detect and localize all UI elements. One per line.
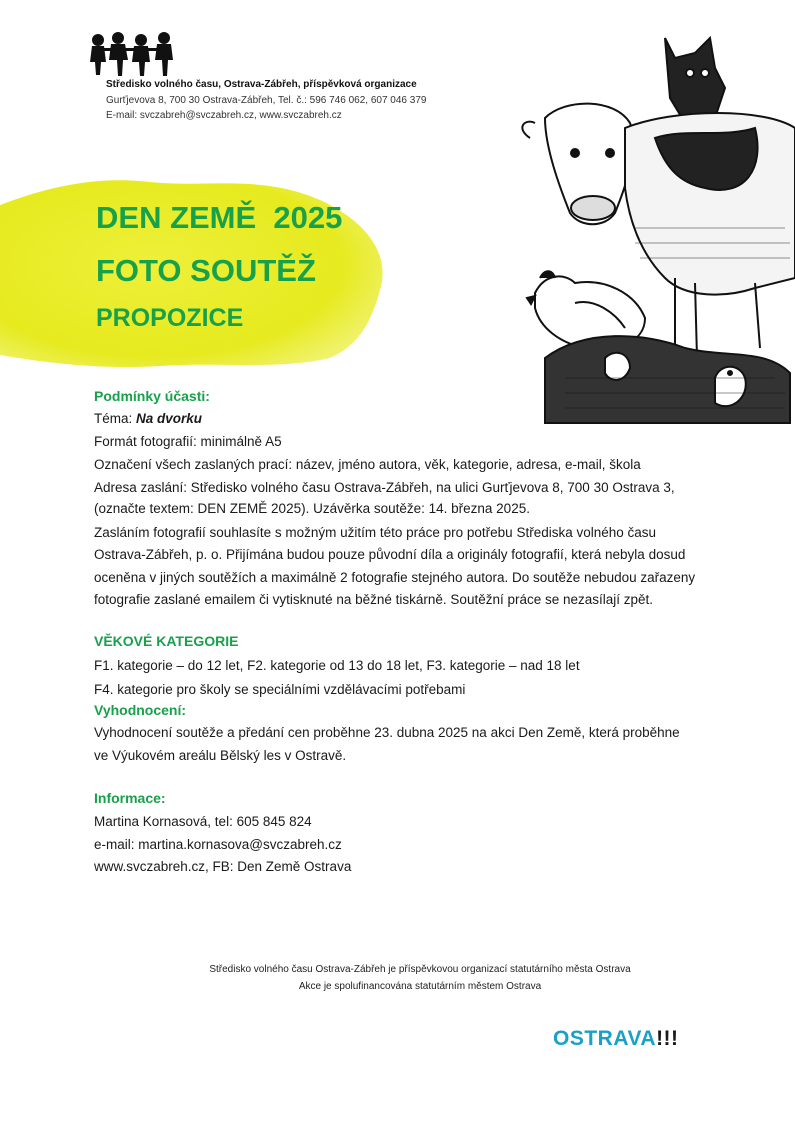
organization-address: Gurťjevova 8, 700 30 Ostrava-Zábřeh, Tel. č.: 596 746 062, 607 046 379: [106, 95, 427, 106]
section-heading-categories: VĚKOVÉ KATEGORIE: [94, 633, 239, 649]
ostrava-logo-exclamations: !!!: [656, 1027, 679, 1050]
title-den-zeme: DEN ZEMĚ 2025: [96, 200, 343, 235]
terms-paragraph-line2: Ostrava-Zábřeh, p. o. Přijímána budou pouze původní díla a originály fotografií, která nebyla dosud: [94, 547, 686, 562]
evaluation-line1: Vyhodnocení soutěže a předání cen proběhne 23. dubna 2025 na akci Den Země, která proběhne: [94, 725, 680, 740]
theme-line: [94, 408, 202, 429]
categories-line2: F4. kategorie pro školy se speciálními vzdělávacími potřebami: [94, 682, 466, 697]
children-holding-hands-icon: [86, 30, 186, 80]
footer-line1: Středisko volného času Ostrava-Zábřeh je příspěvkovou organizací statutárního města Ostrava: [209, 964, 631, 975]
farm-animals-illustration: [505, 28, 795, 428]
terms-paragraph-line3: oceněna v jiných soutěžích a maximálně 2 fotografie stejného autora. Do soutěže nebudou zařazeny: [94, 570, 696, 585]
contact-web: www.svczabreh.cz, FB: Den Země Ostrava: [94, 859, 352, 874]
theme-label: Téma:: [94, 411, 137, 426]
section-heading-info: Informace:: [94, 790, 166, 806]
organization-name: Středisko volného času, Ostrava-Zábřeh, příspěvková organizace: [106, 79, 417, 90]
photo-format: Formát fotografií: minimálně A5: [94, 434, 282, 449]
ostrava-logo: [553, 1027, 679, 1051]
terms-paragraph-line4: fotografie zaslané emailem či vytisknuté na běžné tiskárně. Soutěžní práce se nezasílají zpět.: [94, 592, 654, 607]
terms-paragraph-line1: Zasláním fotografií souhlasíte s možným užitím této práce pro potřebu Střediska volného času: [94, 525, 657, 540]
title-propozice: PROPOZICE: [96, 304, 244, 332]
evaluation-line2: ve Výukovém areálu Bělský les v Ostravě.: [94, 748, 347, 763]
organization-contact: E-mail: svczabreh@svczabreh.cz, www.svczabreh.cz: [106, 110, 342, 121]
mailing-address-line1: Adresa zaslání: Středisko volného času Ostrava-Zábřeh, na ulici Gurťjevova 8, 700 30 Ostrava 3,: [94, 480, 675, 495]
section-heading-evaluation: Vyhodnocení:: [94, 702, 187, 718]
categories-line1: F1. kategorie – do 12 let, F2. kategorie od 13 do 18 let, F3. kategorie – nad 18 let: [94, 658, 580, 673]
ostrava-logo-text: OSTRAVA: [553, 1027, 657, 1050]
mailing-address-line2: (označte textem: DEN ZEMĚ 2025). Uzávěrka soutěže: 14. března 2025.: [94, 501, 530, 516]
title-foto-soutez: FOTO SOUTĚŽ: [96, 253, 316, 288]
contact-email: e-mail: martina.kornasova@svczabreh.cz: [94, 837, 342, 852]
section-heading-conditions: Podmínky účasti:: [94, 388, 210, 404]
contact-person: Martina Kornasová, tel: 605 845 824: [94, 814, 312, 829]
theme-value: Na dvorku: [136, 411, 203, 426]
footer-line2: Akce je spolufinancována statutárním městem Ostrava: [298, 981, 542, 992]
marking-requirements: Označení všech zaslaných prací: název, jméno autora, věk, kategorie, adresa, e-mail, škola: [94, 457, 641, 472]
